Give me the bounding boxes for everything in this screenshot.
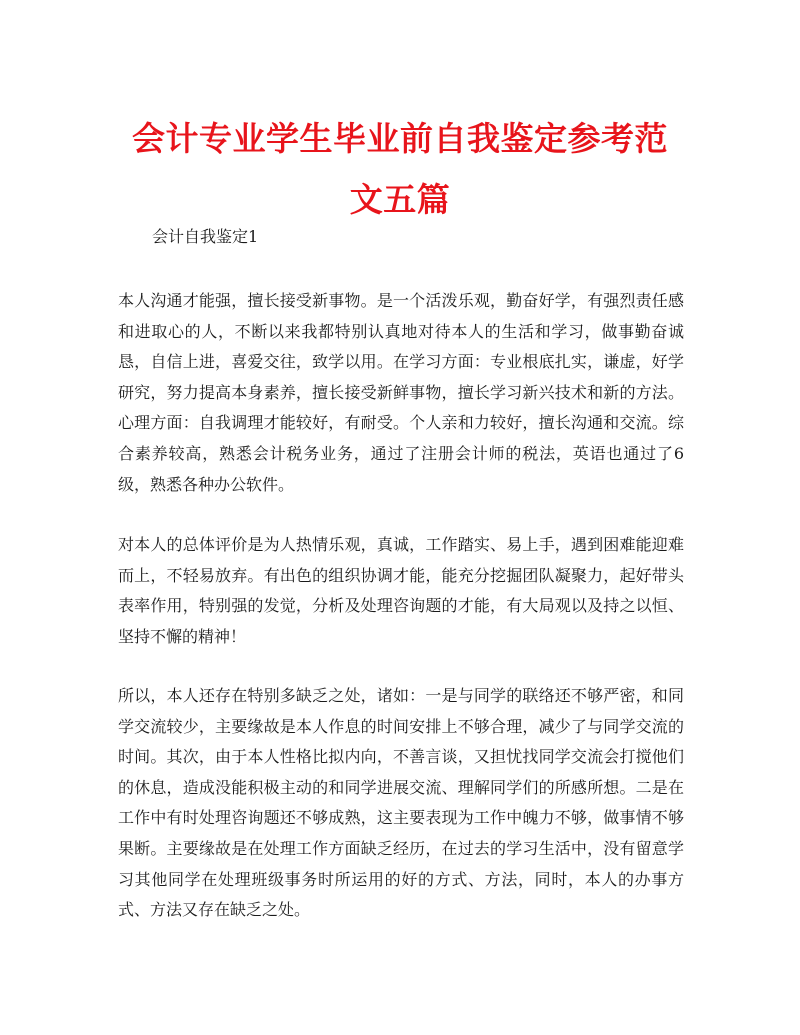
document-title: 会计专业学生毕业前自我鉴定参考范文五篇 — [132, 119, 668, 219]
paragraph-1: 本人沟通才能强，擅长接受新事物。是一个活泼乐观，勤奋好学，有强烈责任感和进取心的人，不断以来我都特别认真地对待本人的生活和学习，做事勤奋诚恳，自信上进，喜爱交往，致学以用。在学习方面：专业根底扎实，谦虚，好学研究，努力提高本身素养，擅长接受新鲜事物，擅长学习新兴技术和新的方法。心理方面：自我调理才能较好，有耐受。个人亲和力较好，擅长沟通和交流。综合素养较高，熟悉会计税务业务，通过了注册会计师的税法，英语也通过了6级，熟悉各种办公软件。 — [118, 291, 684, 494]
section-heading: 会计自我鉴定1 — [152, 227, 259, 246]
paragraph-3: 所以，本人还存在特别多缺乏之处，诸如：一是与同学的联络还不够严密，和同学交流较少，主要缘故是本人作息的时间安排上不够合理，减少了与同学交流的时间。其次，由于本人性格比拟内向，不善言谈，又担忧找同学交流会打搅他们的休息，造成没能积极主动的和同学进展交流、理解同学们的所感所想。二是在工作中有时处理咨询题还不够成熟，这主要表现为工作中魄力不够，做事情不够果断。主要缘故是在处理工作方面缺乏经历，在过去的学习生活中，没有留意学习其他同学在处理班级事务时所运用的好的方式、方法，同时，本人的办事方式、方法又存在缺乏之处。 — [118, 686, 684, 920]
paragraph-2: 对本人的总体评价是为人热情乐观，真诚，工作踏实、易上手，遇到困难能迎难而上，不轻易放弃。有出色的组织协调才能，能充分挖掘团队凝聚力，起好带头表率作用，特别强的发觉，分析及处理咨询题的才能，有大局观以及持之以恒、坚持不懈的精神！ — [118, 535, 684, 646]
